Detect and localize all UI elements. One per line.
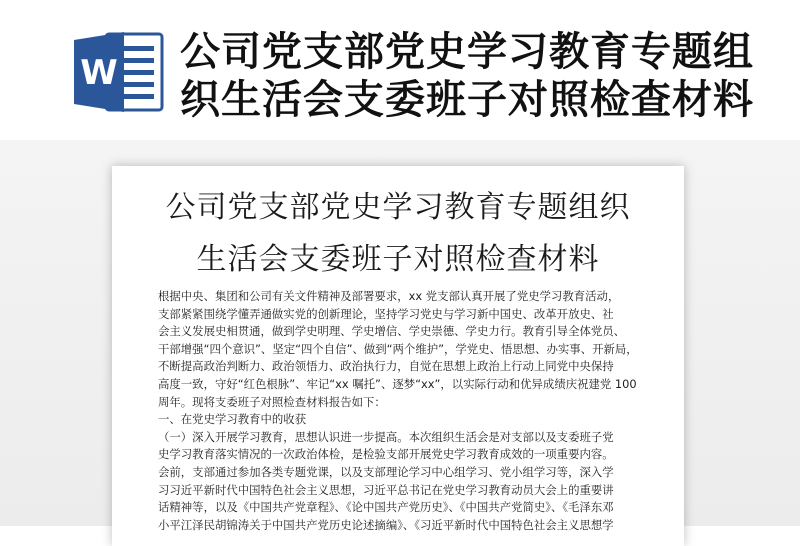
word-icon-letter: W (80, 53, 118, 93)
body-line: 干部增强“四个意识”、坚定“四个自信”、做到“两个维护”，学党史、悟思想、办实事、开新局， (158, 341, 638, 356)
body-line: 会主义发展史相贯通，做到学史明理、学史增信、学史崇德、学史力行。教育引导全体党员、 (158, 324, 626, 339)
body-line: 习习近平新时代中国特色社会主义思想，习近平总书记在党史学习教育动员大会上的重要讲 (158, 482, 614, 497)
document-title-line-2: 生活会支委班子对照检查材料 (196, 242, 600, 277)
body-line: 会前，支部通过参加各类专题党课，以及支部理论学习中心组学习、党小组学习等，深入学 (158, 464, 614, 479)
document-body (158, 288, 658, 534)
header-title-line-1: 公司党支部党史学习教育专题组 (180, 29, 754, 75)
word-document-icon (72, 30, 164, 114)
body-line: 根据中央、集团和公司有关文件精神及部署要求，xx 党支部认真开展了党史学习教育活动， (158, 289, 620, 303)
body-line: 不断提高政治判断力、政治领悟力、政治执行力，自觉在思想上政治上行动上同党中央保持 (158, 359, 614, 374)
document-page (112, 166, 684, 546)
body-line: 小平江泽民胡锦涛关于中国共产党历史论述摘编》、《习近平新时代中国特色社会主义思想学 (158, 517, 614, 532)
body-line: 支部紧紧围绕学懂弄通做实党的创新理论，坚持学习党史与学习新中国史、改革开放史、社 (158, 306, 614, 321)
body-line: 高度一致，守好“红色根脉”、牢记“xx 嘱托”、逐梦“xx”，以实际行动和优异成绩庆祝建党 100 (158, 376, 637, 391)
header-title-line-2: 织生活会支委班子对照检查材料 (180, 77, 754, 123)
header-banner (0, 0, 800, 140)
body-line: （一）深入开展学习教育，思想认识进一步提高。本次组织生活会是对支部以及支委班子党 (158, 429, 614, 444)
body-line: 话精神等，以及《中国共产党章程》、《论中国共产党历史》、《中国共产党简史》、《毛泽东邓 (158, 500, 614, 515)
document-title-line-1: 公司党支部党史学习教育专题组织 (165, 190, 631, 225)
body-line: 史学习教育落实情况的一次政治体检，是检验支部开展党史学习教育成效的一项重要内容。 (158, 447, 614, 462)
header-title (180, 28, 780, 124)
section-heading: 一、在党史学习教育中的收获 (158, 412, 307, 427)
body-line: 周年。现将支委班子对照检查材料报告如下： (158, 394, 386, 409)
